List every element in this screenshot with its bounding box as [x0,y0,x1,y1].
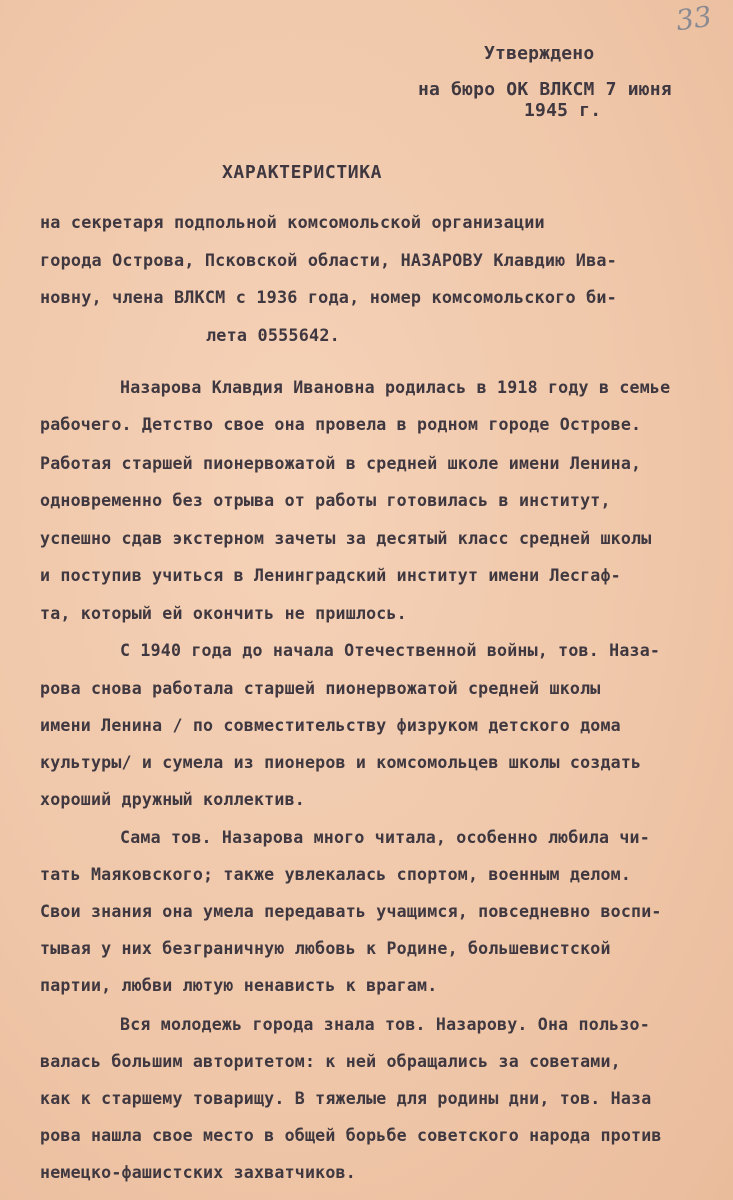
paragraph-line: имени Ленина / по совместительству физруком детского дома [40,716,621,735]
paragraph-line: и поступив учиться в Ленинградский институт имени Лесгаф- [40,566,621,585]
paragraph-line: Назарова Клавдия Ивановна родилась в 1918 году в семье [120,378,671,397]
paragraph-line: С 1940 года до начала Отечественной войны, тов. Наза- [120,641,661,660]
approval-line-2: на бюро ОК ВЛКСМ 7 июня [418,79,672,100]
subject-line: на секретаря подпольной комсомольской организации [40,212,545,232]
paragraph-line: тывая у них безграничную любовь к Родине, большевистской [40,939,611,958]
paragraph-line: успешно сдав экстерном зачеты за десятый класс средней школы [40,529,652,548]
paragraph-line: та, который ей окончить не пришлось. [40,604,407,623]
paragraph-line: культуры/ и сумела из пионеров и комсомольцев школы создать [40,753,642,772]
subject-line: новну, члена ВЛКСМ с 1936 года, номер комсомольского би- [40,287,617,307]
paragraph-line: рова снова работала старшей пионервожатой средней школы [40,679,601,698]
paragraph-line: партии, любви лютую ненависть к врагам. [40,976,438,995]
approval-line-3: 1945 г. [524,100,602,121]
approval-line-1: Утверждено [484,43,595,64]
paragraph-line: хороший дружный коллектив. [40,790,305,809]
paragraph-line: немецко-фашистских захватчиков. [40,1163,356,1182]
paragraph-line: Вся молодежь города знала тов. Назарову. Она пользо- [120,1015,650,1034]
paragraph-line: как к старшему товарищу. В тяжелые для родины дни, тов. Наза [40,1089,652,1108]
paragraph-line: Работая старшей пионервожатой в средней школе имени Ленина, [40,454,642,473]
subject-line: лета 0555642. [206,325,340,345]
paragraph-line: одновременно без отрыва от работы готовилась в институт, [40,491,611,510]
paragraph-line: рова нашла свое место в общей борьбе советского народа против [40,1126,662,1145]
page-number: 33 [673,0,714,38]
subject-line: города Острова, Псковской области, НАЗАРОВУ Клавдию Ива- [40,250,617,270]
paragraph-line: Сама тов. Назарова много читала, особенно любила чи- [120,828,650,847]
paragraph-line: рабочего. Детство свое она провела в родном городе Острове. [40,415,642,434]
paragraph-line: тать Маяковского; также увлекалась спортом, военным делом. [40,865,632,884]
paragraph-line: валась большим авторитетом: к ней обращались за советами, [40,1052,621,1071]
paragraph-line: Свои знания она умела передавать учащимся, повседневно воспи- [40,902,662,921]
document-title: ХАРАКТЕРИСТИКА [222,162,383,183]
